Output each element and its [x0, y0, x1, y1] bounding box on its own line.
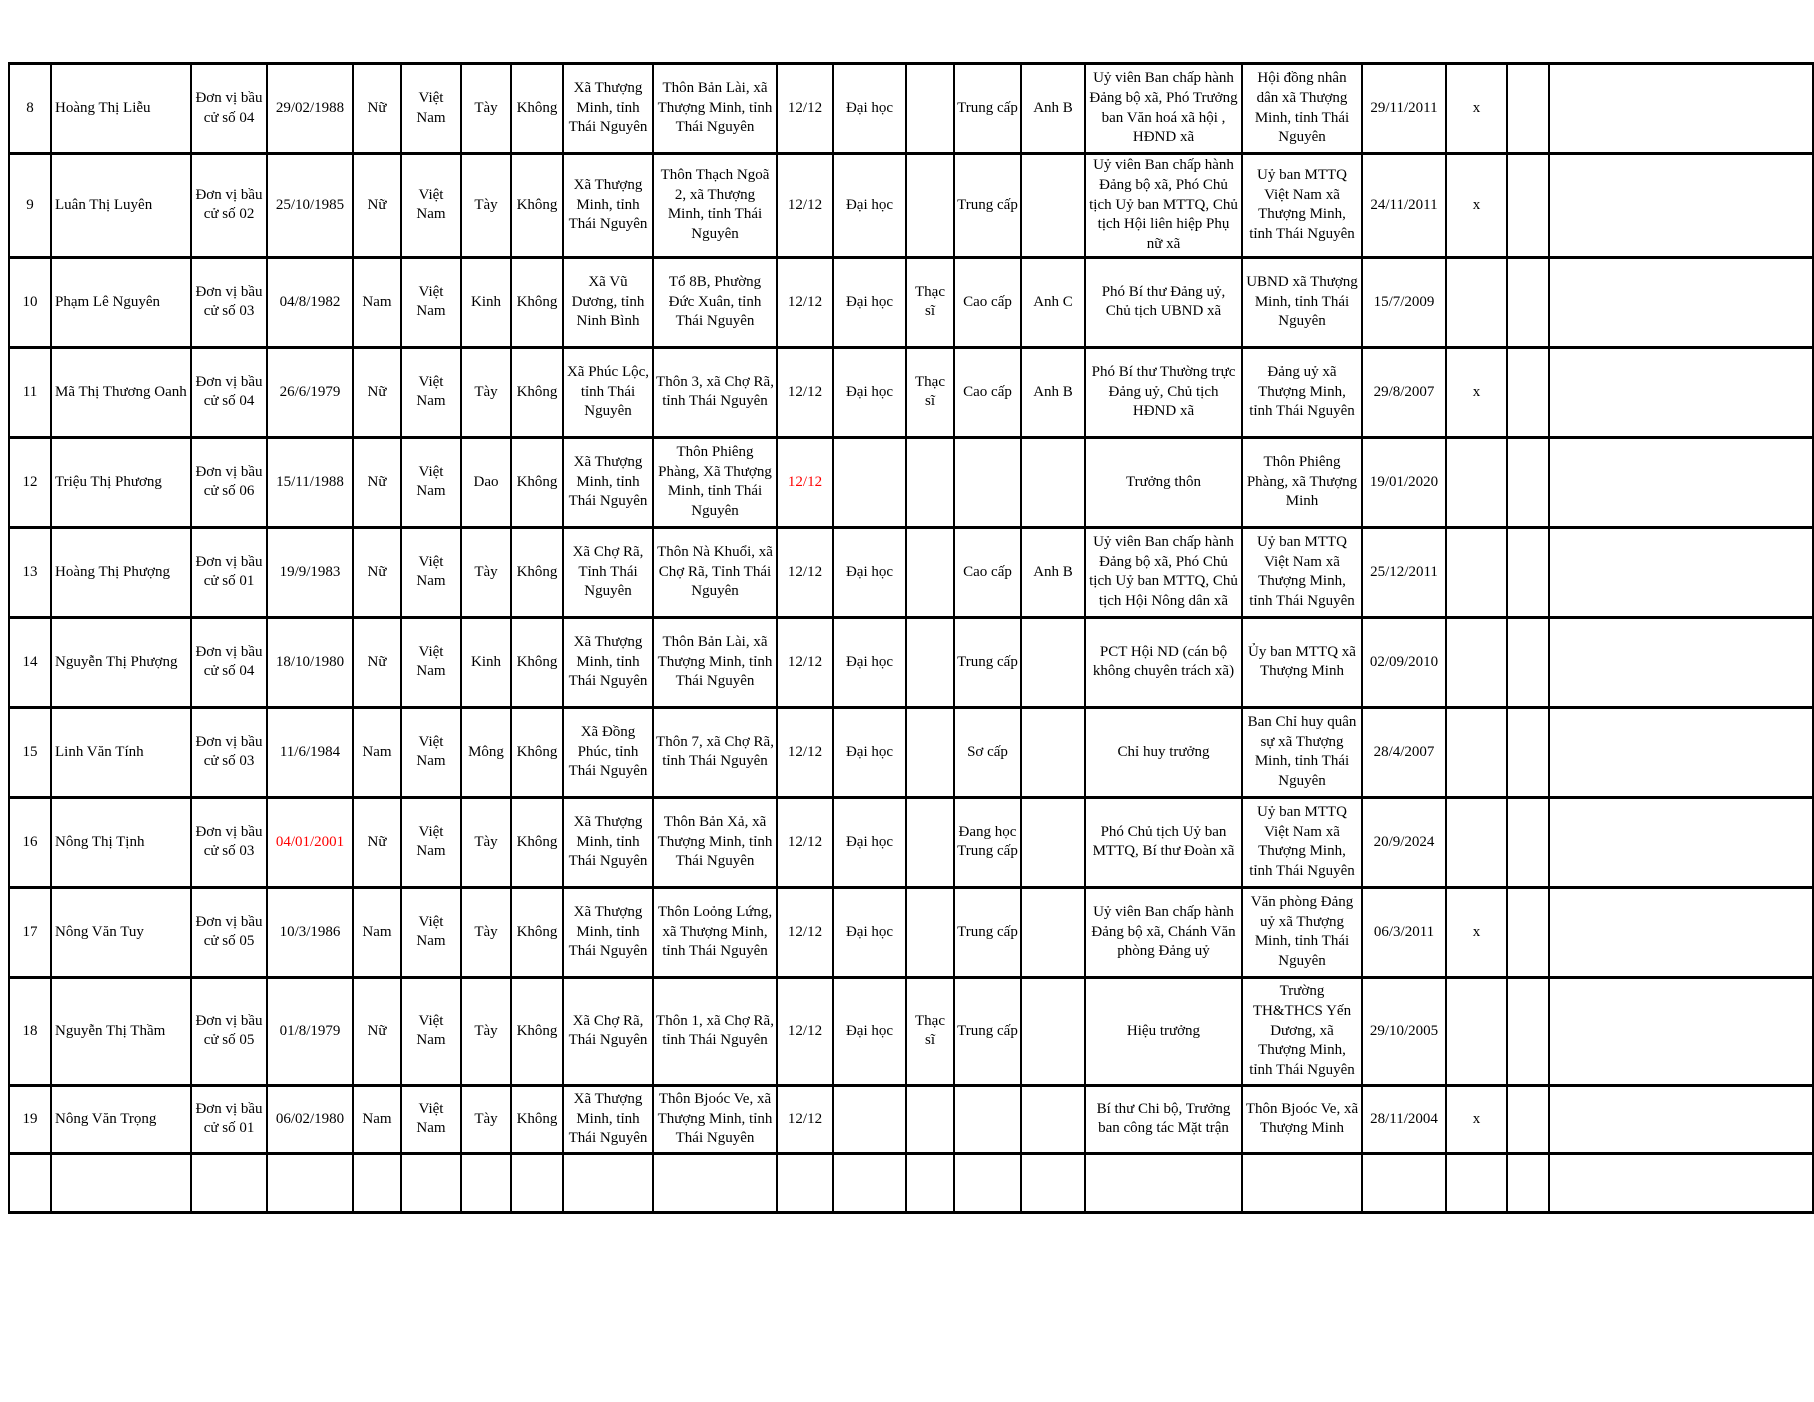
- cell-religion: Không: [511, 527, 563, 617]
- cell-mark: [1446, 707, 1507, 797]
- cell-political-theory: Cao cấp: [954, 347, 1021, 437]
- cell-workplace: Trường TH&THCS Yến Dương, xã Thượng Minh, tỉnh Thái Nguyên: [1242, 977, 1362, 1085]
- cell-name: Mã Thị Thương Oanh: [51, 347, 191, 437]
- cell-professional-level: Đại học: [833, 154, 906, 258]
- cell-political-theory: Cao cấp: [954, 257, 1021, 347]
- cell-professional-level: Đại học: [833, 257, 906, 347]
- cell-position: Bí thư Chi bộ, Trưởng ban công tác Mặt trận: [1085, 1085, 1242, 1153]
- cell-name: Hoàng Thị Liễu: [51, 64, 191, 154]
- cell-date-of-birth: 04/8/1982: [267, 257, 353, 347]
- cell-gender: Nam: [353, 1085, 401, 1153]
- cell-gender: Nữ: [353, 437, 401, 527]
- cell-party-admission-date: 02/09/2010: [1362, 617, 1446, 707]
- cell-row-number: 11: [9, 347, 51, 437]
- cell-mark: x: [1446, 887, 1507, 977]
- cell-party-admission-date: 15/7/2009: [1362, 257, 1446, 347]
- cell-religion: [511, 1153, 563, 1212]
- cell-postgraduate-degree: [906, 707, 954, 797]
- table-row: [9, 797, 1813, 887]
- cell-professional-level: [833, 437, 906, 527]
- cell-position: PCT Hội ND (cán bộ không chuyên trách xã): [1085, 617, 1242, 707]
- cell-date-of-birth: 26/6/1979: [267, 347, 353, 437]
- cell-nationality: Việt Nam: [401, 977, 461, 1085]
- cell-name: Nguyễn Thị Phượng: [51, 617, 191, 707]
- cell-professional-level: Đại học: [833, 977, 906, 1085]
- cell-blank-1: [1507, 437, 1549, 527]
- cell-gender: Nữ: [353, 617, 401, 707]
- cell-blank-2: [1549, 257, 1813, 347]
- cell-electoral-unit: Đơn vị bầu cử số 05: [191, 887, 267, 977]
- cell-gender: Nữ: [353, 977, 401, 1085]
- cell-hometown: Xã Thượng Minh, tỉnh Thái Nguyên: [563, 64, 653, 154]
- cell-party-admission-date: 25/12/2011: [1362, 527, 1446, 617]
- cell-postgraduate-degree: [906, 797, 954, 887]
- cell-foreign-language: Anh B: [1021, 347, 1085, 437]
- cell-residence: Thôn 3, xã Chợ Rã, tỉnh Thái Nguyên: [653, 347, 777, 437]
- cell-blank-1: [1507, 154, 1549, 258]
- cell-religion: Không: [511, 977, 563, 1085]
- cell-ethnicity: Tày: [461, 347, 511, 437]
- cell-workplace: UBND xã Thượng Minh, tỉnh Thái Nguyên: [1242, 257, 1362, 347]
- cell-nationality: Việt Nam: [401, 527, 461, 617]
- cell-row-number: [9, 1153, 51, 1212]
- cell-ethnicity: Tày: [461, 797, 511, 887]
- cell-residence: Tổ 8B, Phường Đức Xuân, tỉnh Thái Nguyên: [653, 257, 777, 347]
- cell-blank-1: [1507, 977, 1549, 1085]
- cell-general-education: 12/12: [777, 64, 833, 154]
- cell-blank-1: [1507, 527, 1549, 617]
- cell-hometown: Xã Thượng Minh, tỉnh Thái Nguyên: [563, 1085, 653, 1153]
- cell-electoral-unit: Đơn vị bầu cử số 01: [191, 1085, 267, 1153]
- cell-professional-level: Đại học: [833, 707, 906, 797]
- cell-hometown: Xã Chợ Rã, Tỉnh Thái Nguyên: [563, 527, 653, 617]
- cell-political-theory: [954, 1153, 1021, 1212]
- cell-general-education: 12/12: [777, 527, 833, 617]
- cell-foreign-language: [1021, 887, 1085, 977]
- cell-electoral-unit: Đơn vị bầu cử số 03: [191, 797, 267, 887]
- cell-name: Nguyễn Thị Thầm: [51, 977, 191, 1085]
- table-row: [9, 347, 1813, 437]
- cell-postgraduate-degree: [906, 887, 954, 977]
- cell-mark: [1446, 527, 1507, 617]
- cell-religion: Không: [511, 1085, 563, 1153]
- cell-party-admission-date: 06/3/2011: [1362, 887, 1446, 977]
- cell-electoral-unit: Đơn vị bầu cử số 04: [191, 347, 267, 437]
- cell-electoral-unit: Đơn vị bầu cử số 04: [191, 617, 267, 707]
- cell-professional-level: Đại học: [833, 64, 906, 154]
- cell-date-of-birth: 19/9/1983: [267, 527, 353, 617]
- table-row: [9, 527, 1813, 617]
- cell-foreign-language: Anh C: [1021, 257, 1085, 347]
- cell-mark: [1446, 797, 1507, 887]
- cell-postgraduate-degree: [906, 64, 954, 154]
- cell-gender: Nam: [353, 257, 401, 347]
- cell-gender: Nữ: [353, 527, 401, 617]
- cell-hometown: [563, 1153, 653, 1212]
- cell-nationality: Việt Nam: [401, 257, 461, 347]
- cell-residence: Thôn Loỏng Lứng, xã Thượng Minh, tỉnh Thái Nguyên: [653, 887, 777, 977]
- cell-residence: Thôn Bản Lài, xã Thượng Minh, tỉnh Thái Nguyên: [653, 617, 777, 707]
- cell-religion: Không: [511, 707, 563, 797]
- cell-nationality: Việt Nam: [401, 1085, 461, 1153]
- cell-mark: x: [1446, 154, 1507, 258]
- cell-party-admission-date: 28/11/2004: [1362, 1085, 1446, 1153]
- cell-general-education: [777, 1153, 833, 1212]
- cell-political-theory: [954, 1085, 1021, 1153]
- cell-party-admission-date: [1362, 1153, 1446, 1212]
- cell-nationality: Việt Nam: [401, 617, 461, 707]
- cell-workplace: Uỷ ban MTTQ Việt Nam xã Thượng Minh, tỉnh Thái Nguyên: [1242, 527, 1362, 617]
- table-row: [9, 64, 1813, 154]
- cell-position: Phó Chủ tịch Uỷ ban MTTQ, Bí thư Đoàn xã: [1085, 797, 1242, 887]
- empty-row: [9, 1153, 1813, 1212]
- cell-hometown: Xã Đồng Phúc, tỉnh Thái Nguyên: [563, 707, 653, 797]
- table-row: [9, 437, 1813, 527]
- cell-ethnicity: Kinh: [461, 617, 511, 707]
- cell-position: Uỷ viên Ban chấp hành Đảng bộ xã, Phó Chủ tịch Uỷ ban MTTQ, Chủ tịch Hội Nông dân xã: [1085, 527, 1242, 617]
- cell-residence: [653, 1153, 777, 1212]
- cell-religion: Không: [511, 347, 563, 437]
- cell-residence: Thôn Bjoóc Ve, xã Thượng Minh, tỉnh Thái Nguyên: [653, 1085, 777, 1153]
- cell-row-number: 10: [9, 257, 51, 347]
- cell-gender: Nữ: [353, 64, 401, 154]
- cell-postgraduate-degree: [906, 527, 954, 617]
- cell-electoral-unit: [191, 1153, 267, 1212]
- cell-general-education: 12/12: [777, 154, 833, 258]
- cell-nationality: Việt Nam: [401, 707, 461, 797]
- cell-postgraduate-degree: [906, 617, 954, 707]
- cell-mark: [1446, 437, 1507, 527]
- cell-nationality: [401, 1153, 461, 1212]
- candidate-table: [8, 62, 1814, 1214]
- cell-residence: Thôn Thạch Ngoã 2, xã Thượng Minh, tỉnh Thái Nguyên: [653, 154, 777, 258]
- cell-date-of-birth: 01/8/1979: [267, 977, 353, 1085]
- cell-political-theory: Đang học Trung cấp: [954, 797, 1021, 887]
- cell-residence: Thôn Nà Khuổi, xã Chợ Rã, Tỉnh Thái Nguyên: [653, 527, 777, 617]
- cell-mark: [1446, 257, 1507, 347]
- cell-professional-level: Đại học: [833, 527, 906, 617]
- cell-position: Uỷ viên Ban chấp hành Đảng bộ xã, Phó Chủ tịch Uỷ ban MTTQ, Chủ tịch Hội liên hiệp Phụ nữ xã: [1085, 154, 1242, 258]
- cell-name: Nông Văn Tuy: [51, 887, 191, 977]
- cell-position: [1085, 1153, 1242, 1212]
- cell-blank-2: [1549, 437, 1813, 527]
- cell-blank-1: [1507, 1085, 1549, 1153]
- cell-row-number: 17: [9, 887, 51, 977]
- table-row: [9, 977, 1813, 1085]
- cell-general-education: 12/12: [777, 797, 833, 887]
- cell-workplace: Uỷ ban MTTQ Việt Nam xã Thượng Minh, tỉnh Thái Nguyên: [1242, 154, 1362, 258]
- cell-date-of-birth: 18/10/1980: [267, 617, 353, 707]
- cell-row-number: 8: [9, 64, 51, 154]
- cell-party-admission-date: 24/11/2011: [1362, 154, 1446, 258]
- cell-workplace: Thôn Bjoóc Ve, xã Thượng Minh: [1242, 1085, 1362, 1153]
- cell-ethnicity: Dao: [461, 437, 511, 527]
- cell-position: Phó Bí thư Đảng uỷ, Chủ tịch UBND xã: [1085, 257, 1242, 347]
- cell-electoral-unit: Đơn vị bầu cử số 02: [191, 154, 267, 258]
- cell-general-education: 12/12: [777, 1085, 833, 1153]
- cell-workplace: [1242, 1153, 1362, 1212]
- cell-residence: Thôn 7, xã Chợ Rã, tỉnh Thái Nguyên: [653, 707, 777, 797]
- cell-blank-2: [1549, 154, 1813, 258]
- cell-residence: Thôn Bản Lài, xã Thượng Minh, tỉnh Thái Nguyên: [653, 64, 777, 154]
- cell-row-number: 16: [9, 797, 51, 887]
- cell-foreign-language: [1021, 617, 1085, 707]
- cell-blank-2: [1549, 707, 1813, 797]
- cell-position: Trưởng thôn: [1085, 437, 1242, 527]
- cell-foreign-language: [1021, 797, 1085, 887]
- cell-name: Linh Văn Tính: [51, 707, 191, 797]
- cell-row-number: 18: [9, 977, 51, 1085]
- cell-foreign-language: [1021, 154, 1085, 258]
- cell-row-number: 12: [9, 437, 51, 527]
- cell-postgraduate-degree: [906, 437, 954, 527]
- cell-political-theory: Cao cấp: [954, 527, 1021, 617]
- cell-gender: Nữ: [353, 347, 401, 437]
- cell-position: Phó Bí thư Thường trực Đảng uỷ, Chủ tịch HĐND xã: [1085, 347, 1242, 437]
- table-row: [9, 1085, 1813, 1153]
- cell-party-admission-date: 19/01/2020: [1362, 437, 1446, 527]
- cell-postgraduate-degree: Thạc sĩ: [906, 977, 954, 1085]
- cell-blank-1: [1507, 707, 1549, 797]
- cell-workplace: Ban Chỉ huy quân sự xã Thượng Minh, tỉnh Thái Nguyên: [1242, 707, 1362, 797]
- cell-postgraduate-degree: Thạc sĩ: [906, 257, 954, 347]
- cell-blank-1: [1507, 64, 1549, 154]
- cell-date-of-birth: 04/01/2001: [267, 797, 353, 887]
- cell-ethnicity: Mông: [461, 707, 511, 797]
- table-row: [9, 617, 1813, 707]
- cell-position: Uỷ viên Ban chấp hành Đảng bộ xã, Chánh Văn phòng Đảng uỷ: [1085, 887, 1242, 977]
- cell-blank-1: [1507, 797, 1549, 887]
- cell-postgraduate-degree: [906, 154, 954, 258]
- cell-general-education: 12/12: [777, 437, 833, 527]
- cell-postgraduate-degree: [906, 1085, 954, 1153]
- cell-mark: x: [1446, 1085, 1507, 1153]
- cell-professional-level: Đại học: [833, 617, 906, 707]
- cell-ethnicity: Tày: [461, 64, 511, 154]
- cell-name: Nông Thị Tịnh: [51, 797, 191, 887]
- cell-ethnicity: Tày: [461, 154, 511, 258]
- cell-row-number: 19: [9, 1085, 51, 1153]
- cell-party-admission-date: 20/9/2024: [1362, 797, 1446, 887]
- cell-name: [51, 1153, 191, 1212]
- table-row: [9, 257, 1813, 347]
- cell-row-number: 13: [9, 527, 51, 617]
- cell-name: Luân Thị Luyên: [51, 154, 191, 258]
- cell-residence: Thôn 1, xã Chợ Rã, tỉnh Thái Nguyên: [653, 977, 777, 1085]
- cell-hometown: Xã Chợ Rã, Thái Nguyên: [563, 977, 653, 1085]
- table-row: [9, 707, 1813, 797]
- cell-nationality: Việt Nam: [401, 154, 461, 258]
- cell-foreign-language: Anh B: [1021, 64, 1085, 154]
- cell-political-theory: Trung cấp: [954, 887, 1021, 977]
- cell-hometown: Xã Thượng Minh, tỉnh Thái Nguyên: [563, 437, 653, 527]
- cell-workplace: Văn phòng Đảng uỷ xã Thượng Minh, tỉnh Thái Nguyên: [1242, 887, 1362, 977]
- cell-blank-1: [1507, 887, 1549, 977]
- cell-nationality: Việt Nam: [401, 437, 461, 527]
- cell-electoral-unit: Đơn vị bầu cử số 03: [191, 257, 267, 347]
- cell-religion: Không: [511, 797, 563, 887]
- cell-foreign-language: [1021, 977, 1085, 1085]
- cell-professional-level: Đại học: [833, 347, 906, 437]
- cell-date-of-birth: 29/02/1988: [267, 64, 353, 154]
- cell-gender: Nam: [353, 887, 401, 977]
- cell-professional-level: Đại học: [833, 797, 906, 887]
- cell-foreign-language: [1021, 437, 1085, 527]
- cell-name: Phạm Lê Nguyên: [51, 257, 191, 347]
- cell-blank-2: [1549, 977, 1813, 1085]
- cell-blank-1: [1507, 257, 1549, 347]
- cell-professional-level: [833, 1153, 906, 1212]
- cell-blank-2: [1549, 527, 1813, 617]
- cell-foreign-language: Anh B: [1021, 527, 1085, 617]
- cell-foreign-language: [1021, 1085, 1085, 1153]
- cell-electoral-unit: Đơn vị bầu cử số 03: [191, 707, 267, 797]
- cell-date-of-birth: 25/10/1985: [267, 154, 353, 258]
- cell-name: Triệu Thị Phương: [51, 437, 191, 527]
- cell-political-theory: Trung cấp: [954, 154, 1021, 258]
- cell-general-education: 12/12: [777, 617, 833, 707]
- cell-nationality: Việt Nam: [401, 347, 461, 437]
- cell-general-education: 12/12: [777, 887, 833, 977]
- cell-political-theory: Sơ cấp: [954, 707, 1021, 797]
- cell-mark: x: [1446, 347, 1507, 437]
- cell-row-number: 9: [9, 154, 51, 258]
- cell-religion: Không: [511, 617, 563, 707]
- cell-hometown: Xã Phúc Lộc, tỉnh Thái Nguyên: [563, 347, 653, 437]
- cell-party-admission-date: 28/4/2007: [1362, 707, 1446, 797]
- cell-general-education: 12/12: [777, 707, 833, 797]
- cell-date-of-birth: 10/3/1986: [267, 887, 353, 977]
- cell-hometown: Xã Thượng Minh, tỉnh Thái Nguyên: [563, 154, 653, 258]
- cell-mark: x: [1446, 64, 1507, 154]
- cell-ethnicity: Tày: [461, 887, 511, 977]
- cell-general-education: 12/12: [777, 347, 833, 437]
- cell-political-theory: Trung cấp: [954, 977, 1021, 1085]
- cell-blank-2: [1549, 347, 1813, 437]
- cell-foreign-language: [1021, 707, 1085, 797]
- cell-date-of-birth: 15/11/1988: [267, 437, 353, 527]
- cell-blank-1: [1507, 1153, 1549, 1212]
- cell-hometown: Xã Thượng Minh, tỉnh Thái Nguyên: [563, 887, 653, 977]
- cell-ethnicity: Tày: [461, 977, 511, 1085]
- table-body: [9, 64, 1813, 1213]
- cell-ethnicity: [461, 1153, 511, 1212]
- cell-professional-level: [833, 1085, 906, 1153]
- cell-political-theory: [954, 437, 1021, 527]
- cell-position: Uỷ viên Ban chấp hành Đảng bộ xã, Phó Trưởng ban Văn hoá xã hội , HĐND xã: [1085, 64, 1242, 154]
- cell-electoral-unit: Đơn vị bầu cử số 01: [191, 527, 267, 617]
- cell-religion: Không: [511, 154, 563, 258]
- cell-date-of-birth: 11/6/1984: [267, 707, 353, 797]
- cell-postgraduate-degree: Thạc sĩ: [906, 347, 954, 437]
- cell-professional-level: Đại học: [833, 887, 906, 977]
- cell-position: Hiệu trưởng: [1085, 977, 1242, 1085]
- cell-hometown: Xã Vũ Dương, tỉnh Ninh Bình: [563, 257, 653, 347]
- cell-name: Nông Văn Trọng: [51, 1085, 191, 1153]
- cell-position: Chỉ huy trưởng: [1085, 707, 1242, 797]
- cell-blank-1: [1507, 347, 1549, 437]
- cell-mark: [1446, 977, 1507, 1085]
- cell-workplace: Thôn Phiêng Phàng, xã Thượng Minh: [1242, 437, 1362, 527]
- cell-mark: [1446, 617, 1507, 707]
- cell-electoral-unit: Đơn vị bầu cử số 04: [191, 64, 267, 154]
- cell-workplace: Uỷ ban MTTQ Việt Nam xã Thượng Minh, tỉnh Thái Nguyên: [1242, 797, 1362, 887]
- cell-party-admission-date: 29/10/2005: [1362, 977, 1446, 1085]
- cell-electoral-unit: Đơn vị bầu cử số 06: [191, 437, 267, 527]
- cell-ethnicity: Kinh: [461, 257, 511, 347]
- cell-general-education: 12/12: [777, 977, 833, 1085]
- cell-nationality: Việt Nam: [401, 797, 461, 887]
- cell-blank-2: [1549, 797, 1813, 887]
- cell-general-education: 12/12: [777, 257, 833, 347]
- cell-political-theory: Trung cấp: [954, 64, 1021, 154]
- cell-workplace: Hội đồng nhân dân xã Thượng Minh, tỉnh Thái Nguyên: [1242, 64, 1362, 154]
- cell-blank-2: [1549, 1085, 1813, 1153]
- cell-religion: Không: [511, 887, 563, 977]
- cell-name: Hoàng Thị Phượng: [51, 527, 191, 617]
- table-row: [9, 887, 1813, 977]
- cell-hometown: Xã Thượng Minh, tỉnh Thái Nguyên: [563, 617, 653, 707]
- cell-party-admission-date: 29/8/2007: [1362, 347, 1446, 437]
- cell-hometown: Xã Thượng Minh, tỉnh Thái Nguyên: [563, 797, 653, 887]
- cell-row-number: 14: [9, 617, 51, 707]
- cell-ethnicity: Tày: [461, 527, 511, 617]
- cell-gender: Nữ: [353, 154, 401, 258]
- cell-workplace: Ủy ban MTTQ xã Thượng Minh: [1242, 617, 1362, 707]
- table-row: [9, 154, 1813, 258]
- cell-residence: Thôn Bản Xả, xã Thượng Minh, tỉnh Thái Nguyên: [653, 797, 777, 887]
- cell-blank-2: [1549, 617, 1813, 707]
- cell-electoral-unit: Đơn vị bầu cử số 05: [191, 977, 267, 1085]
- cell-gender: Nữ: [353, 797, 401, 887]
- cell-workplace: Đảng uỷ xã Thượng Minh, tỉnh Thái Nguyên: [1242, 347, 1362, 437]
- cell-religion: Không: [511, 64, 563, 154]
- cell-foreign-language: [1021, 1153, 1085, 1212]
- cell-party-admission-date: 29/11/2011: [1362, 64, 1446, 154]
- cell-religion: Không: [511, 257, 563, 347]
- cell-nationality: Việt Nam: [401, 64, 461, 154]
- cell-blank-2: [1549, 1153, 1813, 1212]
- cell-residence: Thôn Phiêng Phàng, Xã Thượng Minh, tỉnh Thái Nguyên: [653, 437, 777, 527]
- cell-political-theory: Trung cấp: [954, 617, 1021, 707]
- cell-blank-1: [1507, 617, 1549, 707]
- cell-row-number: 15: [9, 707, 51, 797]
- cell-mark: [1446, 1153, 1507, 1212]
- cell-gender: [353, 1153, 401, 1212]
- cell-date-of-birth: 06/02/1980: [267, 1085, 353, 1153]
- cell-blank-2: [1549, 887, 1813, 977]
- cell-religion: Không: [511, 437, 563, 527]
- cell-nationality: Việt Nam: [401, 887, 461, 977]
- cell-ethnicity: Tày: [461, 1085, 511, 1153]
- cell-date-of-birth: [267, 1153, 353, 1212]
- cell-gender: Nam: [353, 707, 401, 797]
- cell-blank-2: [1549, 64, 1813, 154]
- cell-postgraduate-degree: [906, 1153, 954, 1212]
